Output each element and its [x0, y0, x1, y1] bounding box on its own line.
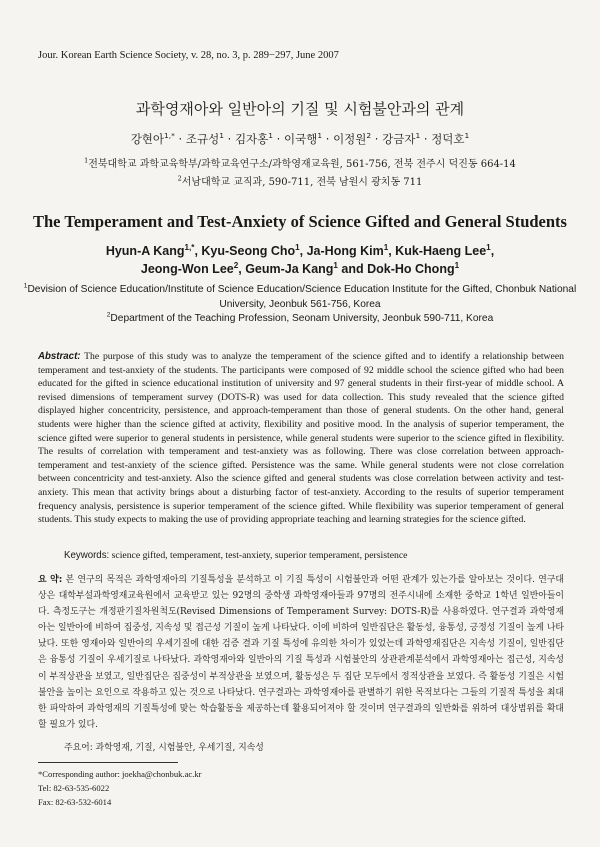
author-separator: ,	[490, 244, 495, 258]
keywords-label: Keywords:	[64, 550, 110, 561]
english-affiliation-2	[0, 312, 600, 327]
affiliation-text: Devision of Science Education/Institute of Science Education/Science Education Institute for the Gifted, Chonbuk National University, Jeonbuk 561-756, Korea	[27, 284, 577, 310]
journal-citation: Jour. Korean Earth Science Society, v. 28, no. 3, p. 289−297, June 2007	[38, 50, 339, 61]
author-affiliation-marker: 1	[219, 131, 224, 141]
author-affiliation-marker: 1	[464, 131, 470, 141]
author-affiliation-marker: 1	[295, 242, 300, 252]
author-separator: ·	[223, 132, 235, 146]
abstract-text: The purpose of this study was to analyze the temperament of the science gifted and to identify a relationship between temperament and test-anxiety of the students. The participants were composed of 92 middle school the science gifted who had been educated for the gifted in science educational institution of university and 97 general students in their first-year of middle school. A revised dimensions of temperament survey (DOTS-R) was used for data collection. This study revealed that the science gifted displayed higher concentricity, persistence, and approach-temperament than those of general students. On the other hand, general students were higher than the science gifted at activity, flexibility and positive mood. In the analysis of superior temperament, the science gifted were superior to general students in persistence, while general students were superior to the science gifted in flexibility. The results of correlation with temperament and test-anxiety was as following. There was close correlation between approach-temperament and test-anxiety of the science gifted. Persistence was the same. While general students were not close correlation between concentricity and test-anxiety. Also the science gifted and general students was close correlation between activity and test-anxiety. This mean that activity brings about a disturbing factor of test-anxiety. According to the results of superior temperament frequency analysis, persistence is superior temperament of the science gifted. While flexibility was superior temperament of general students. This study expects to making the use of providing appropriate teaching and learning strategies for the science gifted.	[38, 351, 564, 526]
author-name: Ja-Hong Kim	[306, 244, 384, 258]
affiliation-text: Department of the Teaching Profession, Seonam University, Jeonbuk 590-711, Korea	[110, 313, 494, 324]
author-name: 정덕호	[431, 132, 465, 146]
author-affiliation-marker: 1	[268, 131, 274, 141]
corresponding-author: *Corresponding author: joekha@chonbuk.ac.kr	[38, 769, 202, 779]
author-affiliation-marker: 1	[486, 242, 491, 252]
author-affiliation-marker: 2	[366, 131, 372, 141]
author-affiliation-marker: 1,*	[164, 131, 175, 141]
korean-abstract-text: 본 연구의 목적은 과학영재아의 기질특성을 분석하고 이 기질 특성이 시험불안과 어떤 관계가 있는가를 알아보는 것이다. 연구대상은 대학부설과학영재교육원에서 교육받고 있는 92명의 중학생 과학영재아들과 97명의 전주시내에 소재한 중학교 1학년 일반아들이다. 측정도구는 개정판기질차원척도(Revised Dimensions of Temperament Survey: DOTS-R)를 사용하였다. 연구결과 과학영재아는 일반아에 비하여 집중성, 지속성 및 접근성 기질이 높게 나타났다. 이에 비하여 일반집단은 활동성, 융통성, 긍정성 기질이 높게 나타났다. 또한 영재아와 일반아의 우세기질에 대한 검증 결과 기질 특성에 유의한 차이가 있었는데 과학영재집단은 지속성 기질이, 일반집단은 융통성 기질이 우세기질로 나타났다. 과학영재아와 일반아의 기질 특성과 시험불안의 상관관계분석에서 과학영재아는 접근성, 지속성이 부적상관을 보였고, 일반집단은 집중성이 부적상관을 보였으며, 활동성은 두 집단 모두에서 정적상관을 보였다. 즉 활동성 기질은 시험불안을 높이는 요인으로 작용하고 있는 것으로 나타났다. 연구결과는 과학영재아를 판별하기 위한 목적보다는 그들의 기질적 특성을 최대한 파악하여 과학영재의 기질특성에 맞는 학습활동을 제공하는데 활용되어져야 할 것이며 연구결과의 일반화를 위하여 대상범위를 확대할 필요가 있다.	[38, 575, 564, 730]
author-name: 강금자	[382, 132, 416, 146]
author-separator: ,	[388, 244, 396, 258]
english-author-line-1	[0, 244, 600, 258]
english-abstract	[38, 350, 564, 527]
author-separator: ·	[322, 132, 334, 146]
telephone: Tel: 82-63-535-6022	[38, 782, 110, 793]
english-author-line-2	[0, 262, 600, 276]
english-keywords	[64, 550, 564, 561]
english-affiliation-1	[0, 283, 600, 312]
author-name: Kyu-Seong Cho	[201, 244, 296, 258]
korean-keywords-text: 과학영재, 기질, 시험불안, 우세기질, 지속성	[95, 743, 264, 753]
author-name: Geum-Ja Kang	[245, 262, 334, 276]
affiliation-marker: 1	[84, 156, 89, 165]
author-name: 김자홍	[234, 132, 269, 146]
affiliation-text: 전북대학교 과학교육학부/과학교육연구소/과학영재교육원, 561-756, 전북 전주시 덕진동 664-14	[88, 159, 516, 170]
author-affiliation-marker: 1	[317, 131, 323, 141]
footnote	[38, 768, 202, 809]
author-name: 강현아	[130, 132, 165, 146]
author-separator: ,	[238, 262, 246, 276]
author-affiliation-marker: 1	[454, 260, 460, 270]
korean-abstract	[38, 572, 564, 733]
keywords-text: science gifted, temperament, test-anxiety, superior temperament, persistence	[111, 550, 408, 561]
author-name: 이국행	[284, 132, 318, 146]
author-separator: ,	[299, 244, 307, 258]
korean-title: 과학영재아와 일반아의 기질 및 시험불안과의 관계	[135, 100, 465, 118]
author-affiliation-marker: 1	[415, 131, 421, 141]
author-affiliation-marker: 1	[333, 260, 338, 270]
author-name: 조규성	[185, 132, 220, 146]
korean-abstract-label: 요 약:	[38, 575, 63, 585]
korean-keywords-label: 주요어:	[64, 743, 93, 753]
english-title: The Temperament and Test-Anxiety of Science Gifted and General Students	[33, 212, 567, 231]
author-name: Kuk-Haeng Lee	[395, 244, 487, 258]
korean-affiliation-1	[0, 155, 600, 170]
abstract-label: Abstract:	[38, 351, 81, 362]
affiliation-text: 서남대학교 교직과, 590-711, 전북 남원시 광치동 711	[181, 177, 423, 188]
fax: Fax: 82-63-532-6014	[38, 796, 112, 807]
author-separator: ·	[420, 132, 432, 146]
korean-author-list	[0, 131, 600, 147]
author-affiliation-marker: 2	[233, 260, 239, 270]
author-affiliation-marker: 1	[383, 242, 389, 252]
author-name: Hyun-A Kang	[105, 244, 185, 258]
affiliation-marker: 1	[23, 282, 28, 290]
affiliation-marker: 2	[177, 174, 182, 183]
author-separator: ·	[273, 132, 284, 146]
author-affiliation-marker: 1,*	[184, 242, 195, 252]
author-name: Dok-Ho Chong	[367, 262, 455, 276]
author-name: 이정원	[333, 132, 367, 146]
korean-keywords	[64, 740, 264, 753]
author-separator: ·	[371, 132, 383, 146]
korean-affiliation-2	[0, 173, 600, 188]
affiliation-marker: 2	[106, 311, 111, 319]
author-separator: ,	[194, 244, 202, 258]
author-separator: ·	[174, 132, 186, 146]
author-separator: and	[337, 262, 368, 276]
footnote-divider	[38, 762, 178, 763]
author-name: Jeong-Won Lee	[140, 262, 234, 276]
